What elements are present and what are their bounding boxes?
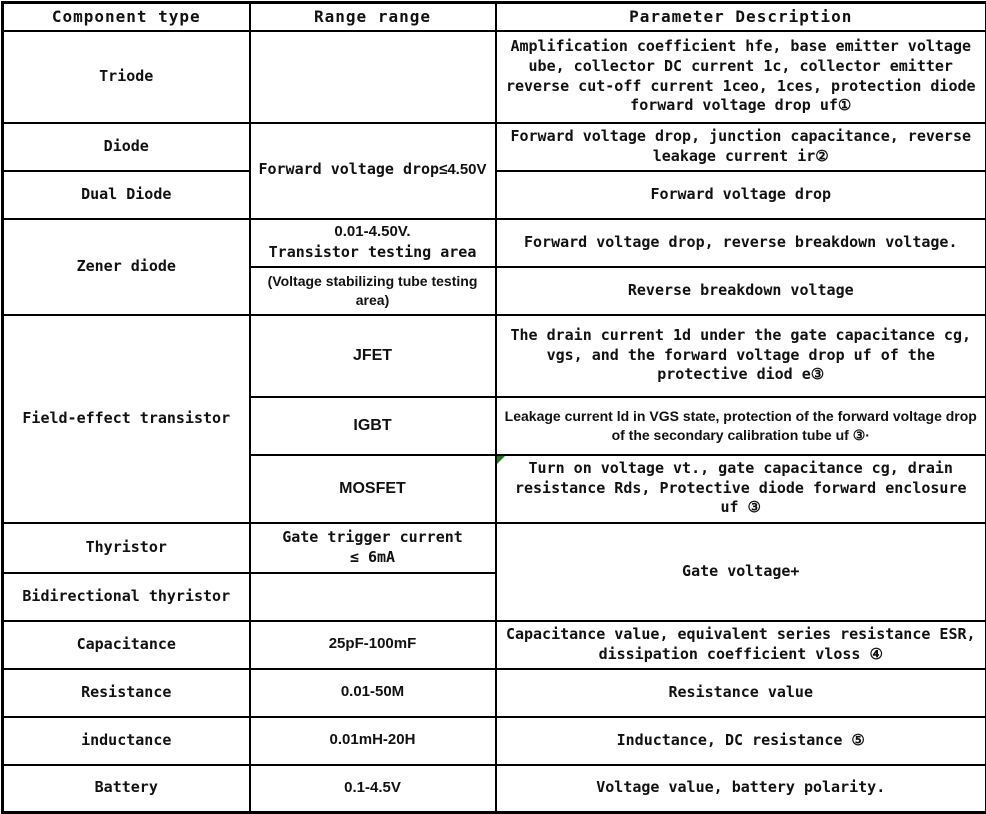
row-resistance: [3, 669, 986, 717]
cell-range-mosfet: MOSFET: [250, 455, 496, 523]
thyristor-range-line2: ≤ 6mA: [257, 548, 489, 568]
cell-description-battery: Voltage value, battery polarity.: [496, 765, 986, 813]
cell-range-triode-empty: [250, 31, 496, 123]
cell-component-field-effect-transistor: Field-effect transistor: [3, 315, 250, 523]
cell-component-battery: Battery: [3, 765, 250, 813]
range-forward-voltage-drop-text: Forward voltage drop: [258, 160, 439, 178]
cell-description-thyristor-shared: Gate voltage+: [496, 523, 986, 621]
cell-component-dual-diode: Dual Diode: [3, 171, 250, 219]
cell-range-capacitance: 25pF-100mF: [250, 621, 496, 669]
cell-description-zener-stabilizing-area: Reverse breakdown voltage: [496, 267, 986, 315]
cell-range-inductance: 0.01mH-20H: [250, 717, 496, 765]
cell-description-diode: Forward voltage drop, junction capacitance, reverse leakage current ir②: [496, 123, 986, 171]
cell-range-battery: 0.1-4.5V: [250, 765, 496, 813]
cell-range-resistance: 0.01-50M: [250, 669, 496, 717]
zener-range-area-label: Transistor testing area: [257, 243, 489, 263]
cell-range-thyristor: [250, 523, 496, 573]
header-parameter-description: Parameter Description: [496, 3, 986, 31]
cell-description-zener-transistor-area: Forward voltage drop, reverse breakdown voltage.: [496, 219, 986, 267]
cell-description-inductance: Inductance, DC resistance ⑤: [496, 717, 986, 765]
thyristor-range-line1: Gate trigger current: [257, 528, 489, 548]
row-thyristor: [3, 523, 986, 573]
cell-description-capacitance: Capacitance value, equivalent series resistance ESR, dissipation coefficient vloss ④: [496, 621, 986, 669]
cell-component-zener-diode: Zener diode: [3, 219, 250, 315]
cell-description-dual-diode: Forward voltage drop: [496, 171, 986, 219]
range-forward-voltage-drop-limit: ≤4.50V: [439, 161, 486, 178]
cell-component-resistance: Resistance: [3, 669, 250, 717]
cell-component-capacitance: Capacitance: [3, 621, 250, 669]
green-corner-flag-icon: [497, 456, 505, 464]
cell-description-resistance: Resistance value: [496, 669, 986, 717]
cell-description-mosfet: [496, 455, 986, 523]
row-zener-transistor-area: [3, 219, 986, 267]
cell-component-bidirectional-thyristor: Bidirectional thyristor: [3, 573, 250, 621]
row-fet-jfet: [3, 315, 986, 397]
row-diode: [3, 123, 986, 171]
component-parameter-table: [1, 1, 986, 814]
cell-range-diode-dual-shared: [250, 123, 496, 219]
cell-description-igbt: Leakage current ld in VGS state, protection of the forward voltage drop of the secondary calibration tube uf ③·: [496, 397, 986, 455]
cell-description-jfet: The drain current 1d under the gate capacitance cg, vgs, and the forward voltage drop uf of the protective diod e③: [496, 315, 986, 397]
mosfet-description-text: Turn on voltage vt., gate capacitance cg, drain resistance Rds, Protective diode forward enclosure uf ③: [515, 459, 967, 517]
row-inductance: [3, 717, 986, 765]
cell-range-zener-transistor-area: [250, 219, 496, 267]
cell-range-bidirectional-thyristor-empty: [250, 573, 496, 621]
header-row: [3, 3, 986, 31]
cell-component-inductance: inductance: [3, 717, 250, 765]
cell-component-diode: Diode: [3, 123, 250, 171]
cell-range-jfet: JFET: [250, 315, 496, 397]
cell-component-thyristor: Thyristor: [3, 523, 250, 573]
row-triode: [3, 31, 986, 123]
cell-range-igbt: IGBT: [250, 397, 496, 455]
cell-description-triode: Amplification coefficient hfe, base emitter voltage ube, collector DC current 1c, collector emitter reverse cut-off current 1ceo, 1ces, protection diode forward voltage drop uf①: [496, 31, 986, 123]
row-capacitance: [3, 621, 986, 669]
header-range-range: Range range: [250, 3, 496, 31]
cell-component-triode: Triode: [3, 31, 250, 123]
header-component-type: Component type: [3, 3, 250, 31]
row-battery: [3, 765, 986, 813]
zener-range-value: 0.01-4.50V.: [257, 222, 489, 242]
cell-range-zener-stabilizing-area: (Voltage stabilizing tube testing area): [250, 267, 496, 315]
